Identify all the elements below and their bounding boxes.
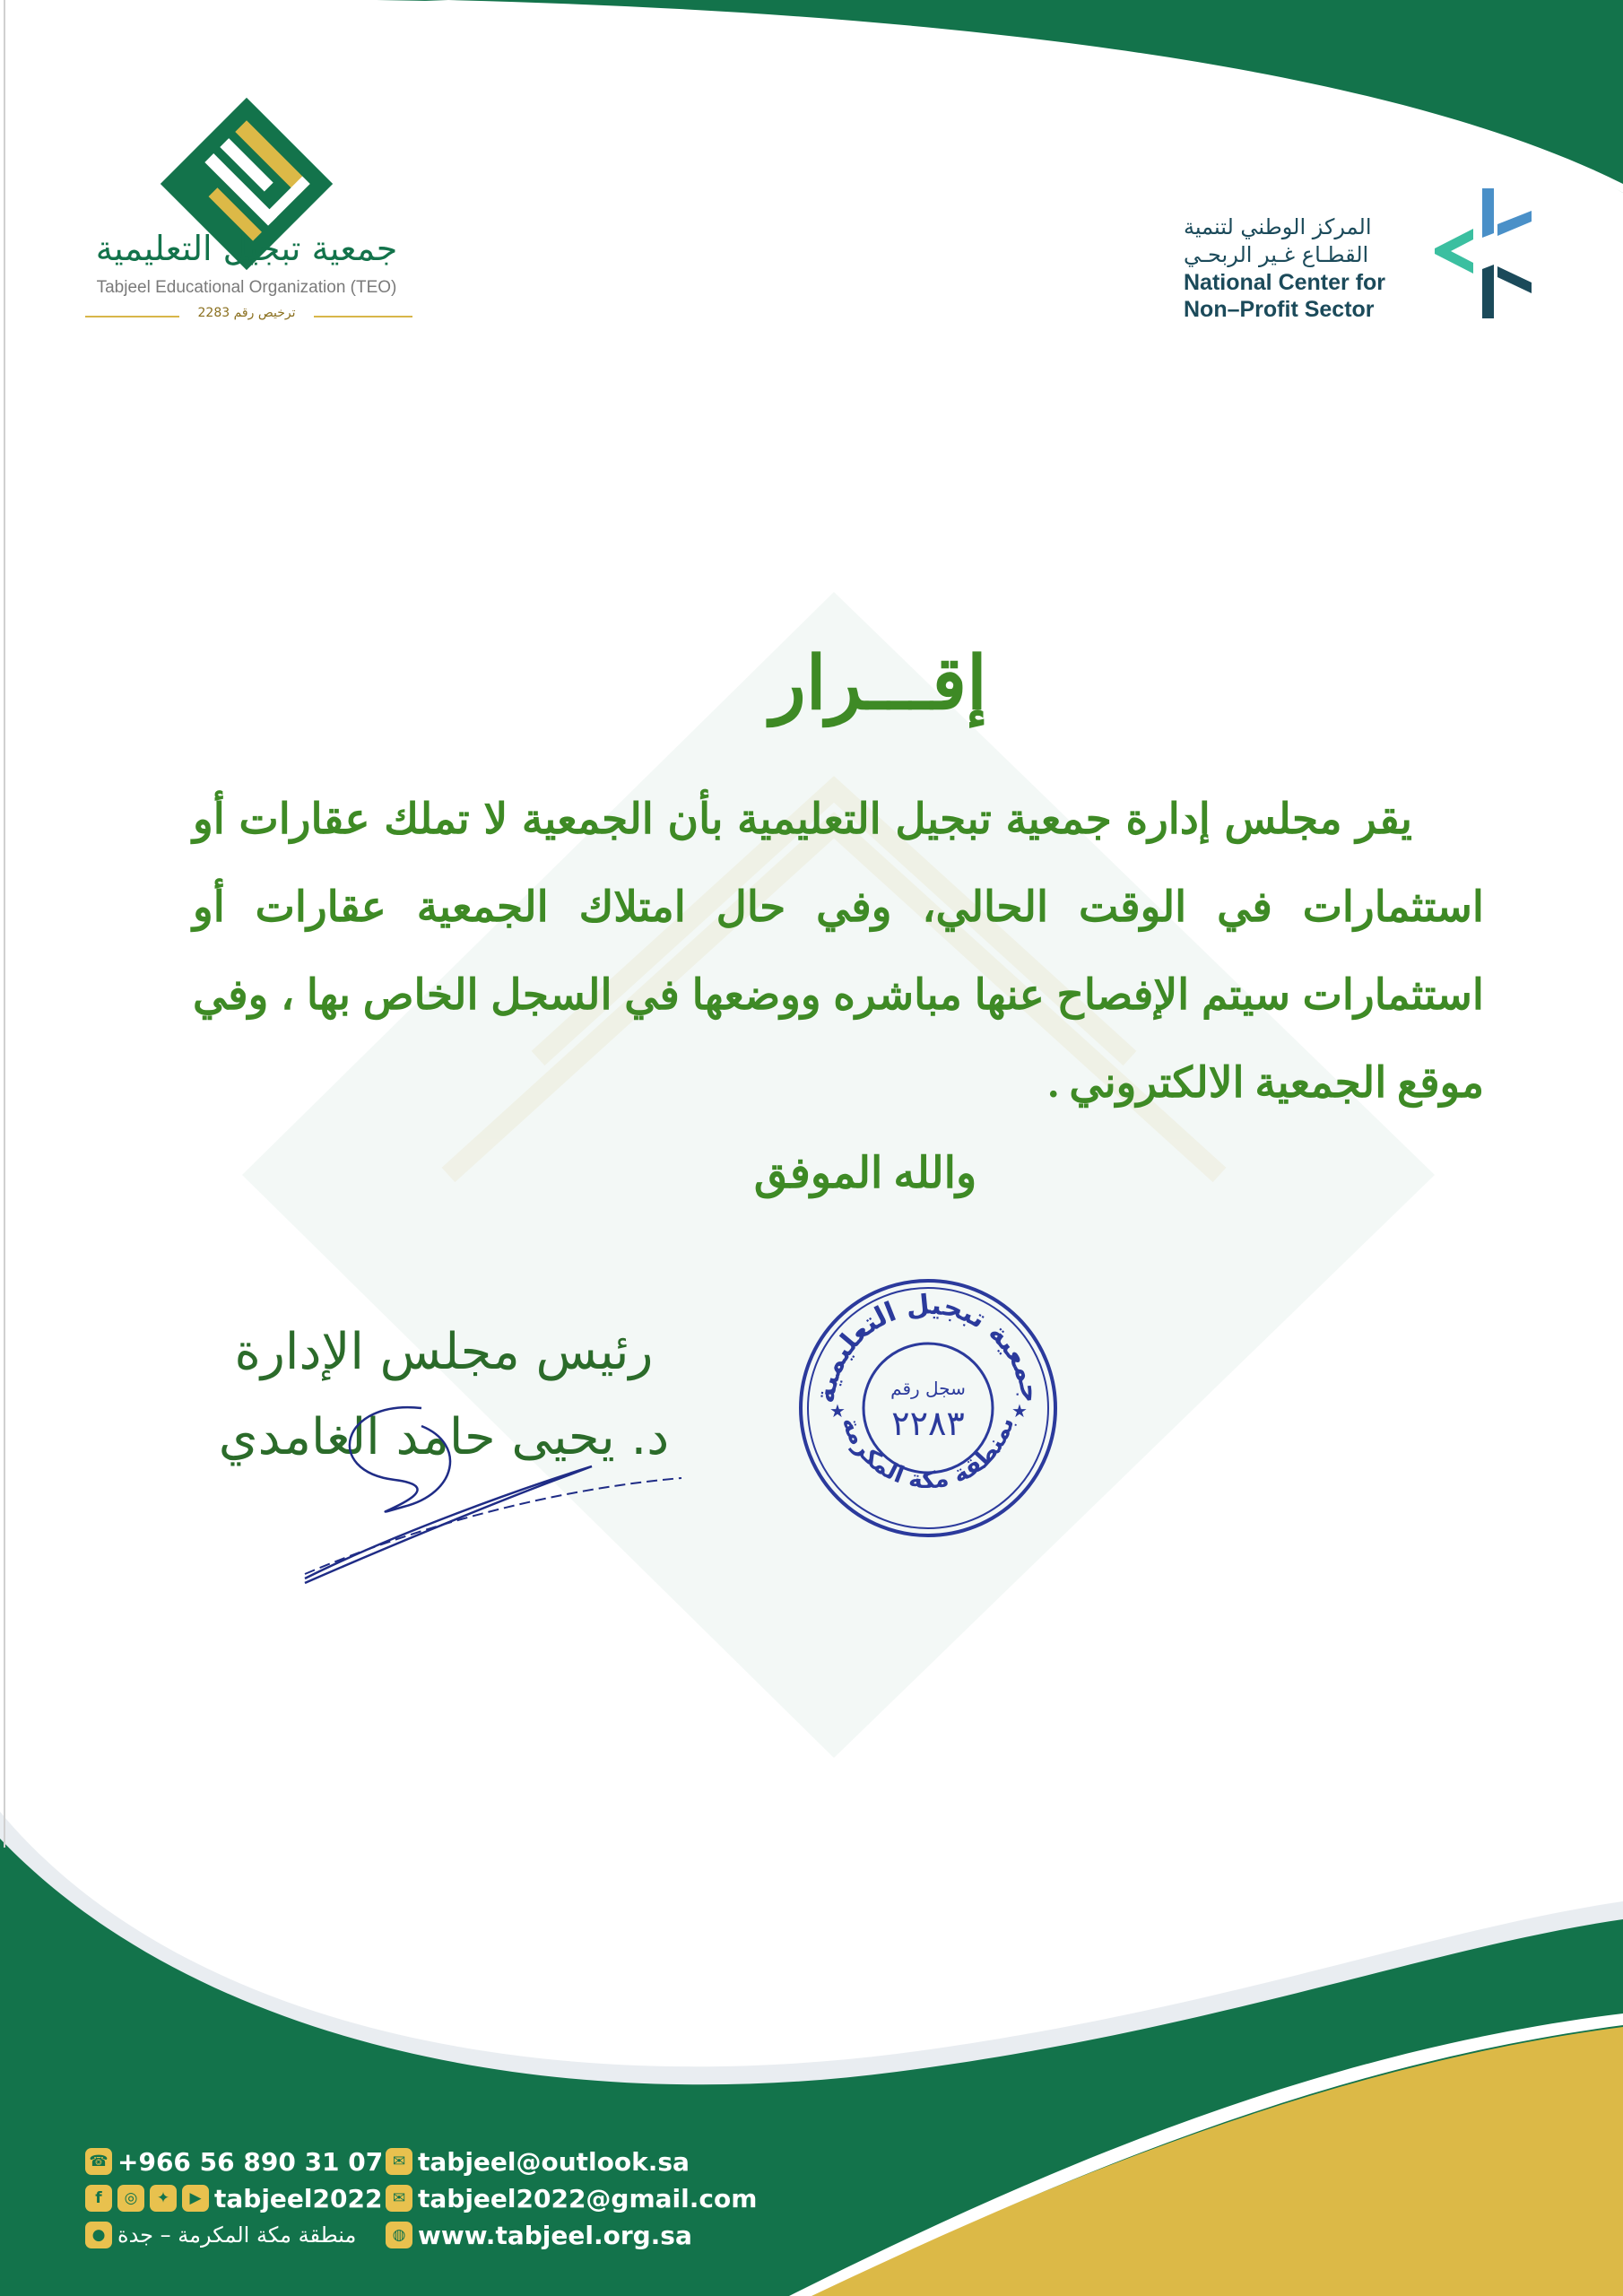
ncnp-logo-text: [1184, 213, 1426, 323]
stamp-label: سجل رقم: [890, 1378, 966, 1399]
ncnp-en-line1: National Center for: [1184, 270, 1386, 295]
ncnp-ar-line1: المركز الوطني لتنمية: [1184, 214, 1372, 239]
signatory-name: د. يحيى حامد الغامدي: [218, 1408, 670, 1466]
globe-icon: ◍: [386, 2222, 412, 2248]
footer-phone[interactable]: +966 56 890 31 07: [117, 2146, 384, 2177]
footer-email-1[interactable]: tabjeel@outlook.sa: [418, 2146, 690, 2177]
signatory-title: رئيس مجلس الإدارة: [234, 1323, 654, 1381]
footer-email-2[interactable]: tabjeel2022@gmail.com: [418, 2183, 758, 2213]
facebook-icon[interactable]: f: [85, 2185, 112, 2212]
twitter-icon[interactable]: ✦: [150, 2185, 177, 2212]
stamp-star-left: ★: [829, 1400, 846, 1422]
instagram-icon[interactable]: ◎: [117, 2185, 144, 2212]
handwritten-signature: [287, 1390, 699, 1605]
stamp-bottom-text: بمنطقة مكة المكرمة: [836, 1413, 1020, 1494]
document-title: إقـــرار: [770, 643, 987, 725]
closing-phrase: والله الموفق: [753, 1150, 977, 1197]
footer-row-2: [85, 2180, 803, 2216]
location-pin-icon: ●: [85, 2222, 112, 2248]
ncnp-logo-icon: [1433, 184, 1533, 323]
stamp-number: ٢٢٨٣: [891, 1404, 965, 1443]
email-icon: ✉: [386, 2148, 412, 2175]
footer-row-3: [85, 2217, 803, 2253]
footer-social-handle[interactable]: tabjeel2022: [214, 2183, 383, 2213]
ncnp-en-line2: Non–Profit Sector: [1184, 297, 1375, 322]
org-license: ترخيص رقم 2283: [179, 306, 314, 320]
email-icon: ✉: [386, 2185, 412, 2212]
official-stamp: [794, 1274, 1063, 1543]
stamp-top-text: جمعية تبجيل التعليمية: [809, 1289, 1047, 1405]
stamp-star-right: ★: [1011, 1400, 1028, 1422]
footer-website[interactable]: www.tabjeel.org.sa: [418, 2220, 692, 2250]
footer-contacts: [85, 2144, 803, 2254]
phone-icon: ☎: [85, 2148, 112, 2175]
youtube-icon[interactable]: ▶: [182, 2185, 209, 2212]
page-edge: [4, 0, 5, 1848]
declaration-body: يقر مجلس إدارة جمعية تبجيل التعليمية بأن الجمعية لا تملك عقارات أو استثمارات في الوقت الحالي، وفي حال امتلاك الجمعية عقارات أو استثمارات سيتم الإفصاح عنها مباشره ووضعها في السجل الخاص بها ، وفي موقع الجمعية الالكتروني .: [193, 796, 1484, 1107]
footer-row-1: [85, 2144, 803, 2179]
header-green-wave: [377, 0, 1623, 193]
org-name-english: Tabjeel Educational Organization (TEO): [96, 278, 397, 297]
org-name-arabic: جمعية تبجيل التعليمية: [95, 229, 398, 268]
ncnp-ar-line2: القطـاع غـير الربحـي: [1184, 242, 1369, 267]
footer-location: منطقة مكة المكرمة – جدة: [117, 2222, 357, 2248]
